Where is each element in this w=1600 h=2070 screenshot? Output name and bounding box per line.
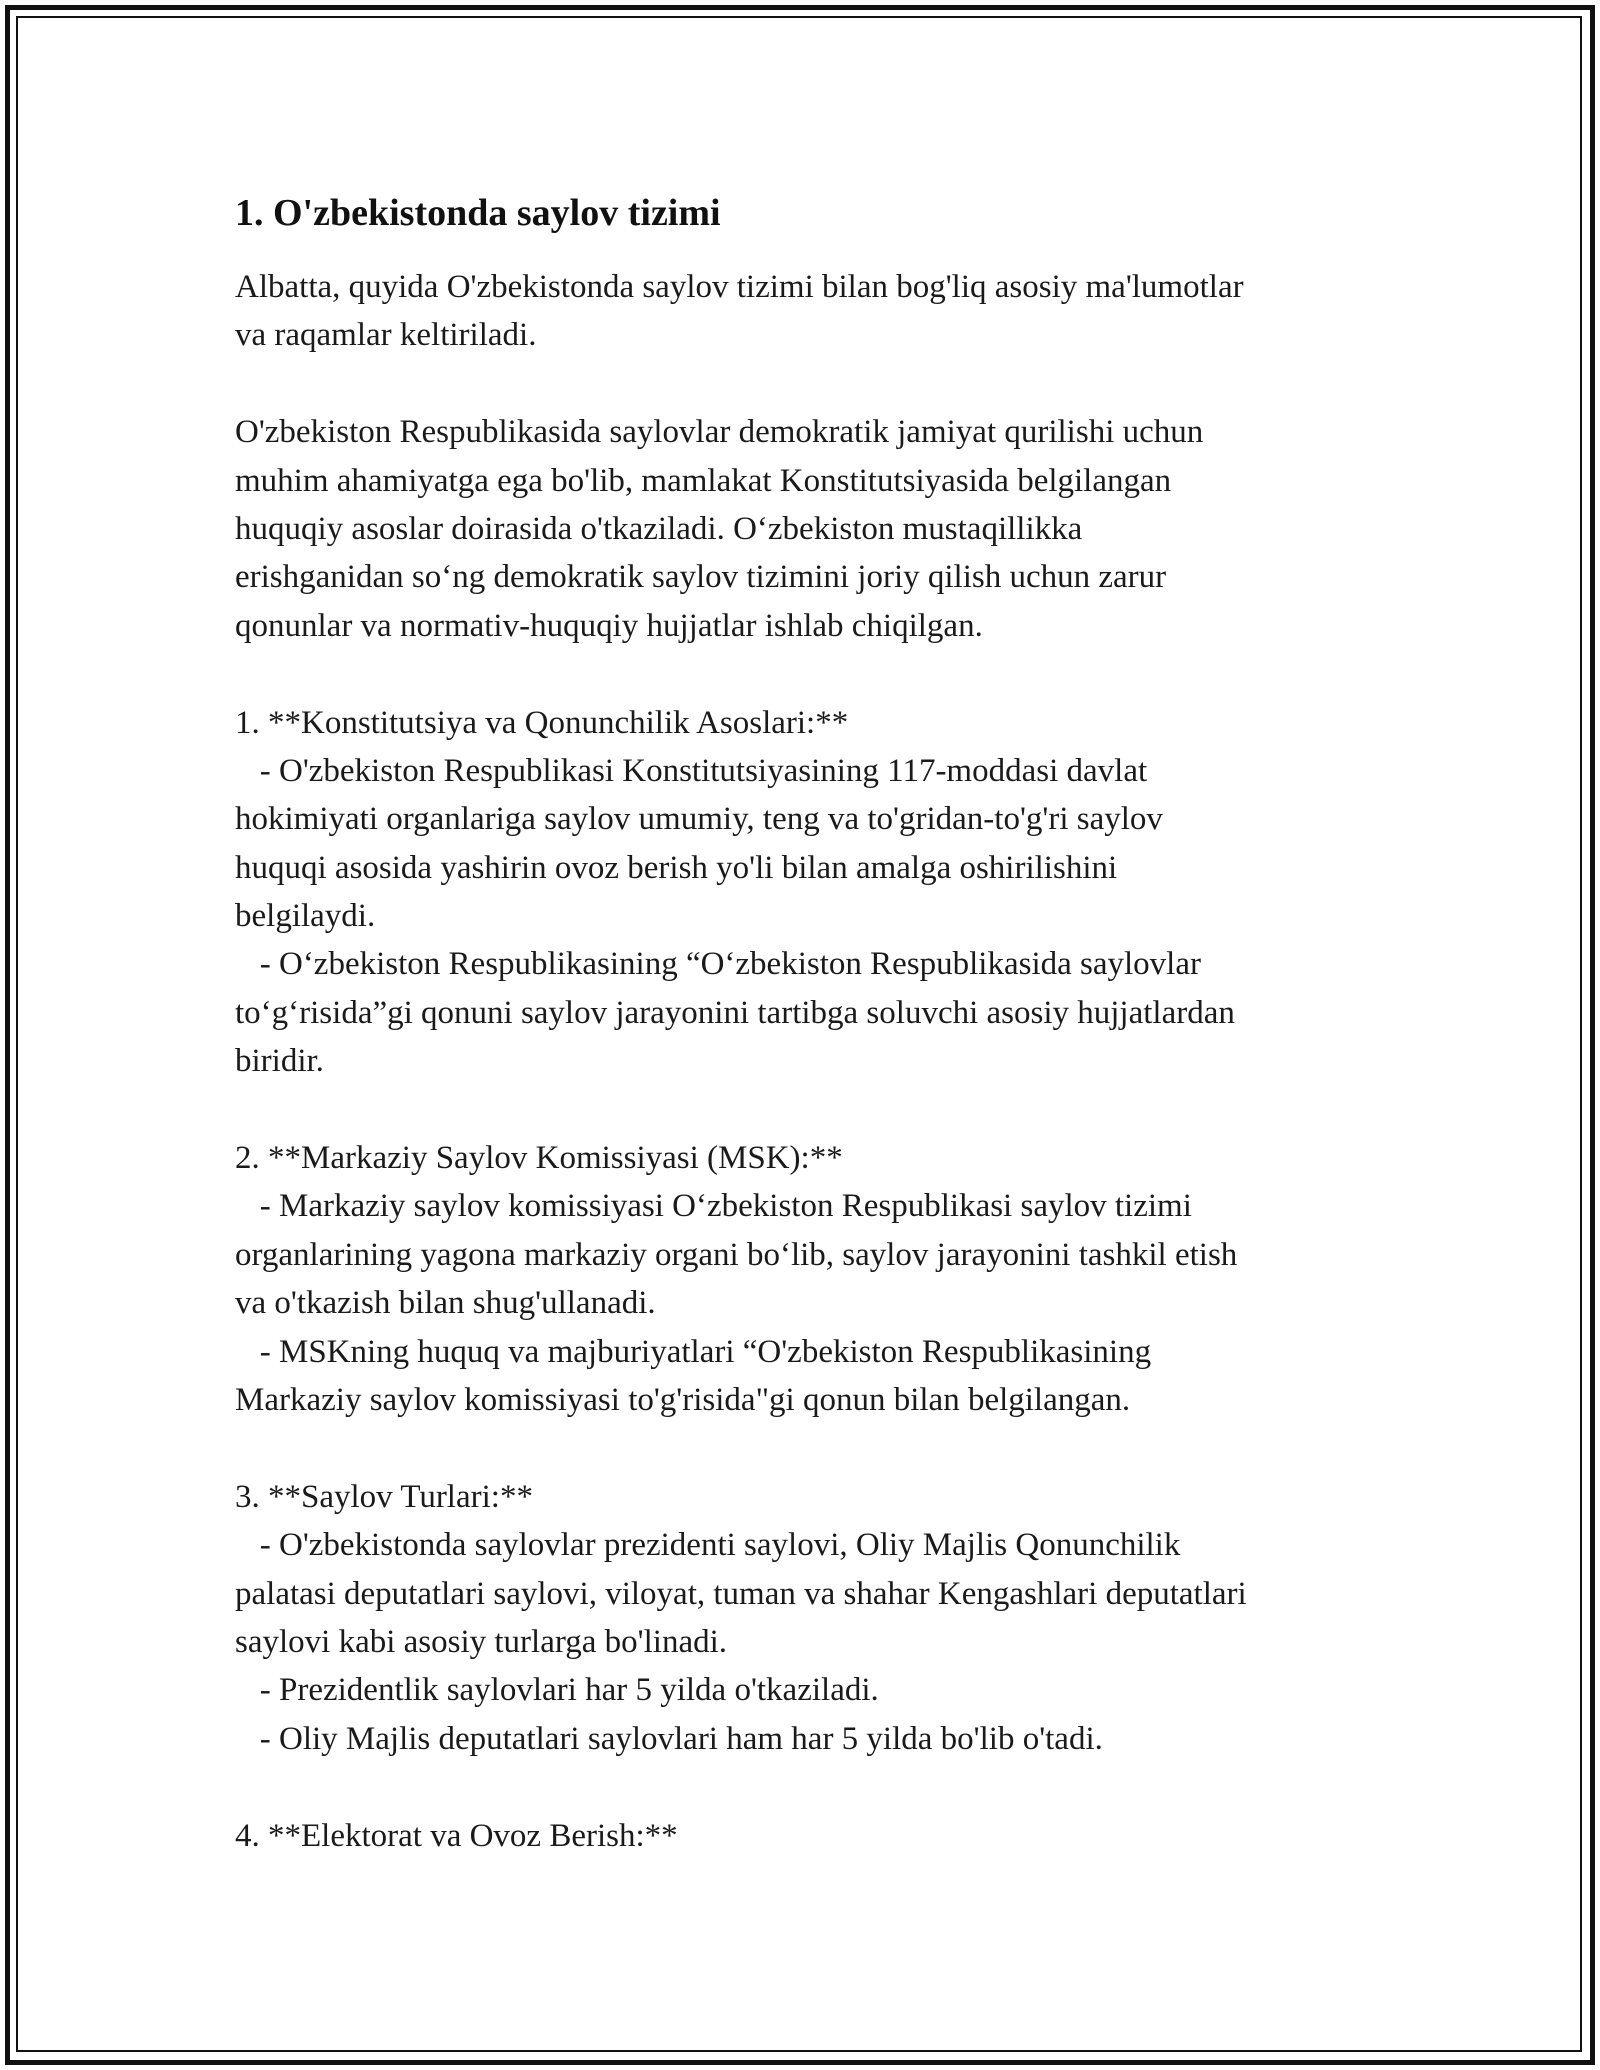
text-line: qonunlar va normativ-huquqiy hujjatlar ishlab chiqilgan. xyxy=(235,607,983,644)
section-heading: 4. **Elektorat va Ovoz Berish:** xyxy=(235,1817,678,1854)
text-line: Markaziy saylov komissiyasi to'g'risida"gi qonun bilan belgilangan. xyxy=(235,1381,1131,1418)
text-line: - O‘zbekiston Respublikasining “O‘zbekiston Respublikasida saylovlar xyxy=(235,946,1201,983)
text-line: biridir. xyxy=(235,1043,324,1080)
section-heading: 1. **Konstitutsiya va Qonunchilik Asoslari:** xyxy=(235,704,849,741)
text-line: O'zbekiston Respublikasida saylovlar demokratik jamiyat qurilishi uchun xyxy=(235,414,1204,451)
text-line: - O'zbekistonda saylovlar prezidenti saylovi, Oliy Majlis Qonunchilik xyxy=(235,1527,1181,1564)
text-line: - MSKning huquq va majburiyatlari “O'zbekiston Respublikasining xyxy=(235,1333,1152,1370)
text-line: to‘g‘risida”gi qonuni saylov jarayonini tartibga soluvchi asosiy hujjatlardan xyxy=(235,994,1235,1031)
text-line: saylovi kabi asosiy turlarga bo'linadi. xyxy=(235,1623,728,1660)
blank-line xyxy=(235,1424,1375,1472)
text-line: huquqiy asoslar doirasida o'tkaziladi. O‘zbekiston mustaqillikka xyxy=(235,510,1083,547)
text-line: - Markaziy saylov komissiyasi O‘zbekiston Respublikasi saylov tizimi xyxy=(235,1188,1192,1225)
text-line: - Oliy Majlis deputatlari saylovlari ham har 5 yilda bo'lib o'tadi. xyxy=(235,1720,1103,1757)
section-heading: 3. **Saylov Turlari:** xyxy=(235,1478,533,1515)
document-body xyxy=(235,185,1375,1860)
blank-line xyxy=(235,650,1375,698)
text-line: Albatta, quyida O'zbekistonda saylov tizimi bilan bog'liq asosiy ma'lumotlar xyxy=(235,269,1244,305)
text-line: va o'tkazish bilan shug'ullanadi. xyxy=(235,1285,656,1322)
section-heading: 2. **Markaziy Saylov Komissiyasi (MSK):** xyxy=(235,1140,843,1177)
text-line: palatasi deputatlari saylovi, viloyat, tuman va shahar Kengashlari deputatlari xyxy=(235,1575,1247,1612)
text-line: organlarining yagona markaziy organi bo‘lib, saylov jarayonini tashkil etish xyxy=(235,1236,1238,1273)
blank-line xyxy=(235,1763,1375,1811)
document-title: 1. O'zbekistonda saylov tizimi xyxy=(235,192,721,234)
text-line: belgilaydi. xyxy=(235,898,376,935)
text-line: muhim ahamiyatga ega bo'lib, mamlakat Konstitutsiyasida belgilangan xyxy=(235,462,1172,499)
blank-line xyxy=(235,360,1375,408)
blank-line xyxy=(235,1086,1375,1134)
text-line: hokimiyati organlariga saylov umumiy, teng va to'gridan-to'g'ri saylov xyxy=(235,801,1163,838)
text-line: erishganidan so‘ng demokratik saylov tizimini joriy qilish uchun zarur xyxy=(235,559,1167,596)
text-line: va raqamlar keltiriladi. xyxy=(235,317,537,354)
text-line: - O'zbekiston Respublikasi Konstitutsiyasining 117-moddasi davlat xyxy=(235,752,1148,789)
text-line: - Prezidentlik saylovlari har 5 yilda o'tkaziladi. xyxy=(235,1672,879,1709)
text-line: huquqi asosida yashirin ovoz berish yo'li bilan amalga oshirilishini xyxy=(235,849,1118,886)
